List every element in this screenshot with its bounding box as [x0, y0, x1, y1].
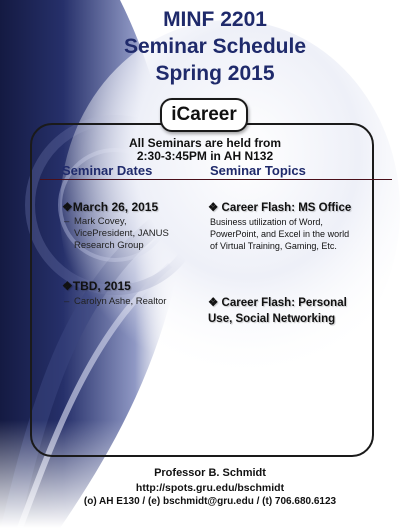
session-1-date: ❖March 26, 2015 — [62, 200, 159, 214]
bullet-icon: ❖ — [62, 200, 73, 214]
bullet-icon: ❖ — [208, 297, 219, 309]
schedule-note-line1: All Seminars are held from — [128, 136, 282, 150]
session-2-date: ❖TBD, 2015 — [62, 279, 131, 293]
session-1-topic-description: Business utilization of Word, PowerPoint, and Excel in the world of Virtual Training, Gaming, Etc. — [210, 217, 350, 251]
title-term: Spring 2015 — [155, 62, 275, 85]
schedule-note-line2: 2:30-3:45PM in AH N132 — [136, 149, 274, 163]
header-divider — [40, 179, 392, 180]
session-2-topic-title: ❖ Career Flash: Personal Use, Social Networking — [208, 297, 347, 325]
bullet-icon: ❖ — [62, 279, 73, 293]
icareer-badge: iCareer — [160, 98, 248, 132]
column-header-topics: Seminar Topics — [210, 163, 306, 178]
title-schedule: Seminar Schedule — [123, 35, 307, 58]
footer-contact-info: (o) AH E130 / (e) bschmidt@gru.edu / (t) 706.680.6123 — [83, 496, 337, 507]
footer-professor-name: Professor B. Schmidt — [154, 467, 266, 479]
session-1-topic-title: ❖ Career Flash: MS Office — [208, 202, 352, 214]
title-course: MINF 2201 — [163, 8, 267, 31]
footer-website-link[interactable]: http://spots.gru.edu/bschmidt — [135, 482, 285, 494]
session-1-speaker: – Mark Covey, VicePresident, JANUS Research Group — [64, 216, 169, 251]
session-2-speaker: – Carolyn Ashe, Realtor — [64, 296, 167, 307]
column-header-dates: Seminar Dates — [62, 163, 153, 178]
bullet-icon: ❖ — [208, 202, 219, 214]
